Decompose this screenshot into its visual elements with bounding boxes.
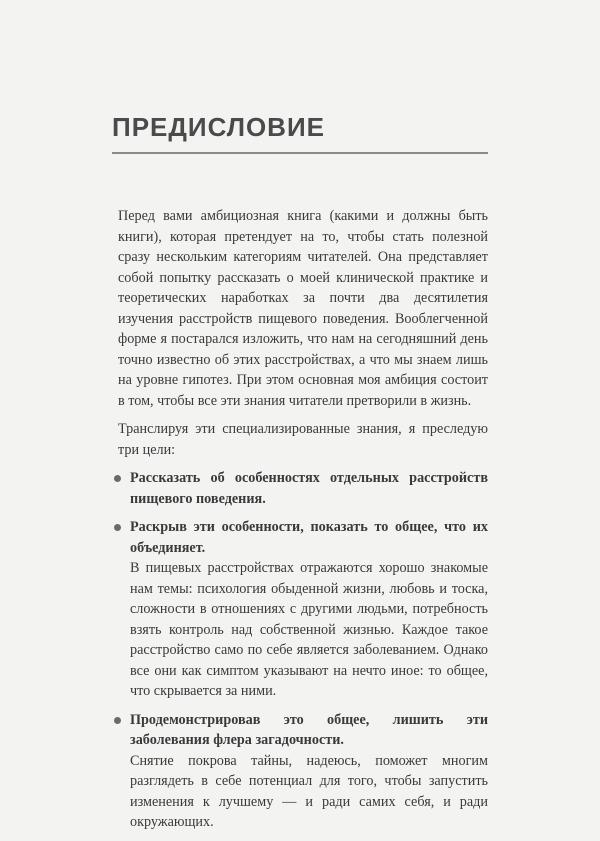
goal-title: Рассказать об особенностях отдельных расстройств пищевого поведения.: [130, 470, 488, 507]
goals-list: [112, 468, 488, 833]
page-title: ПРЕДИСЛОВИЕ: [112, 112, 325, 142]
bullet-icon: [114, 475, 121, 482]
goal-body: В пищевых расстройствах отражаются хорошо знакомые нам темы: психология обыденной жизни, любовь и тоска, сложности в отношениях с другими людьми, потребность взять контроль над собственной жизнью. Каждое такое расстройство само по себе является заболеванием. Однако все они как симптом указывают на нечто иное: то общее, что скрывается за ними.: [130, 560, 488, 699]
heading-divider: [112, 152, 488, 154]
goal-body: Снятие покрова тайны, надеюсь, поможет многим разглядеть в себе потенциал для того, чтобы запустить изменения к лучшему — и ради самих себя, и ради окружающих.: [130, 752, 488, 830]
goal-item: [112, 517, 488, 702]
goal-title: Раскрыв эти особенности, показать то общее, что их объединяет.: [130, 519, 488, 556]
goal-item: [112, 710, 488, 833]
bullet-icon: [114, 524, 121, 531]
goal-item: [112, 468, 488, 509]
goal-title: Продемонстрировав это общее, лишить эти заболевания флера загадочности.: [130, 711, 488, 748]
intro-paragraph: Перед вами амбициозная книга (какими и должны быть книги), которая претендует на то, чтобы стать полезной сразу нескольким категориям читателей. Она представляет собой попытку рассказать о моей клинической практике и теоретических наработках за почти два десятилетия изучения расстройств пищевого поведения. Вооблегченной форме я постарался изложить, что нам на сегодняшний день точно известно об этих расстройствах, а что мы знаем лишь на уровне гипотез. При этом основная моя амбиция состоит в том, чтобы все эти знания читатели претворили в жизнь.: [118, 208, 488, 409]
page-content: [112, 206, 488, 841]
bullet-icon: [114, 717, 121, 724]
goals-intro-paragraph: Транслируя эти специализированные знания, я преследую три цели:: [118, 421, 488, 458]
